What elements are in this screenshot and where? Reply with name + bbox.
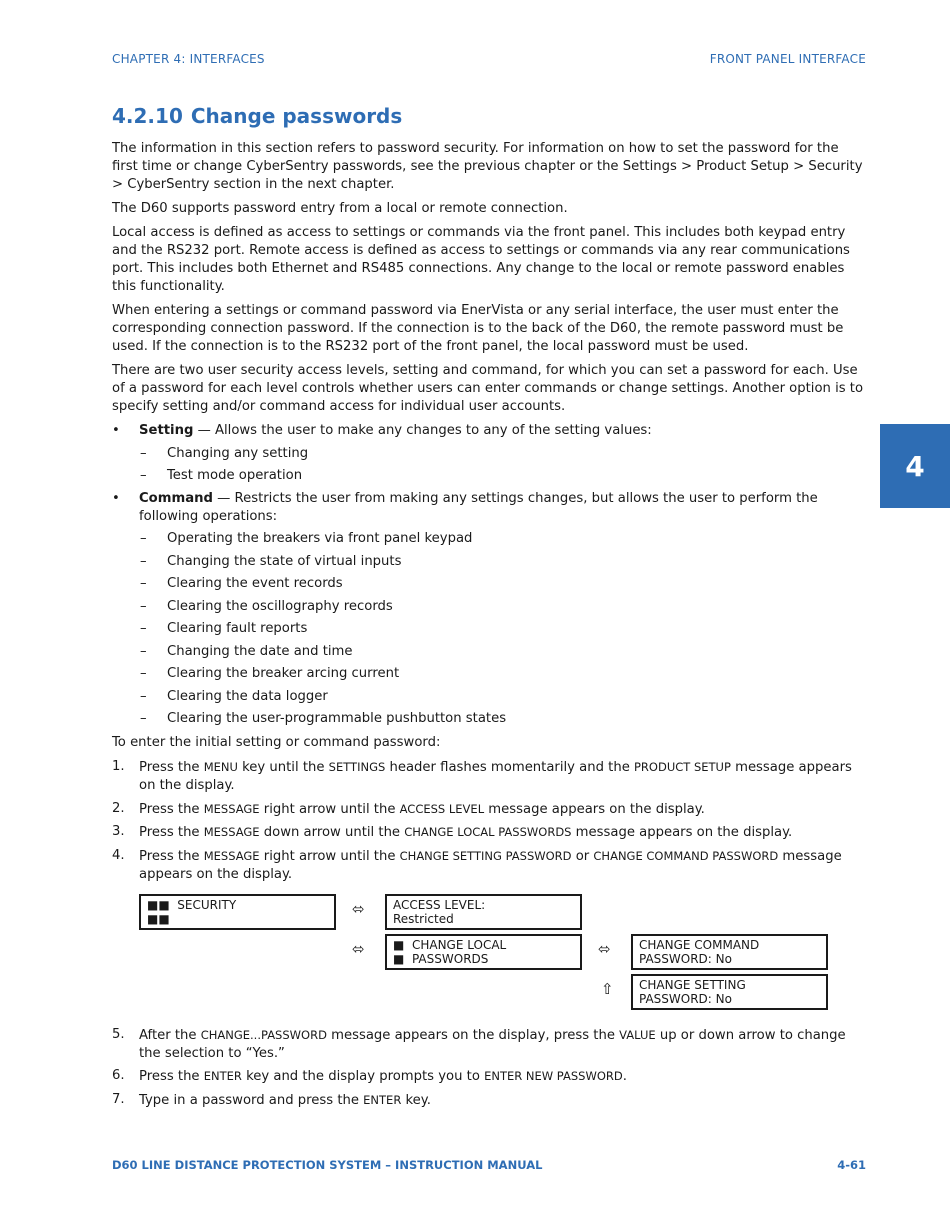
- dash-marker: –: [140, 666, 147, 681]
- display-box-security: [139, 894, 336, 930]
- step-number: 5.: [112, 1026, 125, 1042]
- list-item: [112, 553, 868, 571]
- step-number: 3.: [112, 824, 125, 839]
- list-item-text: Changing the date and time: [167, 643, 353, 659]
- key-name: PRODUCT SETUP: [634, 760, 731, 774]
- display-line: PASSWORD: No: [639, 951, 732, 966]
- list-item: [112, 467, 868, 485]
- bullet-text: — Allows the user to make any changes to any of the setting values:: [193, 423, 652, 438]
- list-item-text: Clearing the breaker arcing current: [167, 666, 400, 681]
- paragraph-access: Local access is defined as access to settings or commands via the front panel. This includes both keypad entry and the RS232 port. Remote access is defined as access to settings or commands via any rear communications port. This includes both Ethernet and RS485 connections. Any change to the local or remote password enables this functionality.: [112, 225, 850, 294]
- step-text: message appears on the display.: [139, 760, 852, 793]
- list-item-text: Clearing fault reports: [167, 621, 308, 636]
- bullet-term: Command: [139, 490, 213, 506]
- list-item: [112, 598, 868, 616]
- left-right-arrow-icon: ⬄: [352, 899, 365, 918]
- step-number: 6.: [112, 1068, 125, 1083]
- display-line: CHANGE SETTING: [639, 977, 746, 992]
- bullet-marker: •: [112, 490, 120, 506]
- list-item: [112, 620, 868, 638]
- step-text: key.: [401, 1092, 431, 1108]
- step-text: .: [622, 1069, 627, 1084]
- key-name: ENTER: [203, 1069, 242, 1083]
- running-header-chapter: CHAPTER 4: INTERFACES: [112, 52, 265, 66]
- key-name: MESSAGE: [203, 825, 260, 839]
- step-7: [112, 1091, 868, 1110]
- dash-marker: –: [140, 621, 147, 636]
- bullet-text: — Restricts the user from making any settings changes, but allows the user to perform the following operations:: [139, 490, 818, 524]
- step-number: 2.: [112, 800, 125, 816]
- step-text: Type in a password and press the: [139, 1092, 364, 1108]
- key-name: MESSAGE: [203, 848, 260, 863]
- key-name: CHANGE SETTING PASSWORD: [399, 848, 572, 863]
- step-text: or: [571, 848, 594, 864]
- step-1: [112, 758, 868, 795]
- step-text: Press the: [139, 1069, 204, 1084]
- step-text: header flashes momentarily and the: [385, 760, 634, 775]
- list-item: [112, 665, 868, 683]
- list-item: [112, 575, 868, 593]
- menu-navigation-diagram: [112, 894, 868, 1020]
- bullet-term: Setting: [139, 423, 194, 438]
- display-line: ACCESS LEVEL:: [393, 897, 486, 912]
- dash-marker: –: [140, 531, 147, 546]
- dash-marker: –: [140, 553, 147, 569]
- key-name: ENTER NEW PASSWORD: [484, 1069, 623, 1083]
- step-text: down arrow until the: [259, 825, 405, 840]
- step-text: Press the: [139, 801, 204, 817]
- key-name: VALUE: [619, 1027, 656, 1042]
- key-name: CHANGE...PASSWORD: [200, 1027, 327, 1042]
- step-3: [112, 823, 868, 842]
- list-item: [112, 445, 868, 463]
- list-item-text: Changing any setting: [167, 445, 309, 461]
- display-line: ■ PASSWORDS: [393, 951, 489, 966]
- step-text: message appears on the display.: [139, 848, 842, 882]
- bullet-marker: •: [112, 423, 120, 438]
- key-name: SETTINGS: [328, 760, 386, 774]
- display-line: PASSWORD: No: [639, 991, 732, 1006]
- steps-intro: To enter the initial setting or command password:: [112, 735, 441, 750]
- paragraph-enervista: When entering a settings or command password via EnerVista or any serial interface, the user must enter the corresponding connection password. If the connection is to the back of the D60, the remote password must be used. If the connection is to the RS232 port of the front panel, the local password must be used.: [112, 303, 844, 354]
- paragraph-intro: The information in this section refers to password security. For information on how to set the password for the first time or change CyberSentry passwords, see the previous chapter or the Settings > Product Setup > Security > CyberSentry section in the next chapter.: [112, 141, 863, 192]
- step-text: key until the: [237, 760, 329, 775]
- display-box-change-local-passwords: [385, 934, 582, 970]
- bullet-setting: [112, 422, 868, 440]
- footer-manual-title: D60 LINE DISTANCE PROTECTION SYSTEM – INSTRUCTION MANUAL: [112, 1158, 543, 1172]
- display-line: ■■: [147, 911, 170, 926]
- list-item-text: Clearing the oscillography records: [167, 598, 393, 614]
- step-text: Press the: [139, 825, 204, 840]
- dash-marker: –: [140, 468, 147, 483]
- display-box-change-setting-password: [631, 974, 828, 1010]
- display-line: Restricted: [393, 911, 454, 926]
- step-2: [112, 800, 868, 819]
- step-text: After the: [139, 1027, 201, 1043]
- section-number: 4.2.10: [112, 104, 183, 128]
- display-line: CHANGE COMMAND: [639, 937, 760, 952]
- step-text: key and the display prompts you to: [241, 1069, 485, 1084]
- dash-marker: –: [140, 576, 147, 591]
- body-content: [112, 140, 868, 1114]
- paragraph-levels: There are two user security access levels, setting and command, for which you can set a password for each. Use of a password for each level controls whether users can enter commands or change settings. Another option is to specify setting and/or command access for individual user accounts.: [112, 363, 864, 414]
- step-number: 4.: [112, 847, 125, 863]
- dash-marker: –: [140, 711, 147, 726]
- list-item: [112, 710, 868, 728]
- section-title: [112, 104, 402, 128]
- list-item-text: Clearing the event records: [167, 576, 343, 591]
- key-name: CHANGE LOCAL PASSWORDS: [404, 825, 572, 839]
- key-name: CHANGE COMMAND PASSWORD: [593, 848, 779, 863]
- bullet-command: [112, 490, 868, 526]
- step-text: message appears on the display, press the: [326, 1027, 620, 1043]
- step-text: message appears on the display.: [571, 825, 793, 840]
- step-number: 1.: [112, 759, 125, 774]
- list-item-text: Changing the state of virtual inputs: [167, 553, 402, 569]
- list-item-text: Clearing the data logger: [167, 688, 328, 704]
- display-box-access-level: [385, 894, 582, 930]
- section-title-text: Change passwords: [190, 104, 403, 128]
- display-box-change-command-password: [631, 934, 828, 970]
- key-name: ACCESS LEVEL: [399, 801, 485, 816]
- step-text: Press the: [139, 760, 204, 775]
- list-item: [112, 688, 868, 706]
- footer-page-number: 4-61: [837, 1158, 866, 1172]
- running-header-section: FRONT PANEL INTERFACE: [709, 52, 866, 66]
- display-line: ■ CHANGE LOCAL: [393, 937, 507, 952]
- step-text: right arrow until the: [259, 801, 400, 817]
- step-5: [112, 1026, 868, 1063]
- up-arrow-icon: ⇧: [601, 979, 614, 998]
- step-text: up or down arrow to change the selection to “Yes.”: [139, 1027, 846, 1061]
- list-item-text: Operating the breakers via front panel keypad: [167, 531, 473, 546]
- key-name: ENTER: [363, 1092, 402, 1107]
- key-name: MESSAGE: [203, 801, 260, 816]
- key-name: MENU: [203, 760, 238, 774]
- step-text: message appears on the display.: [484, 801, 705, 817]
- step-6: [112, 1067, 868, 1086]
- dash-marker: –: [140, 643, 147, 659]
- dash-marker: –: [140, 688, 147, 704]
- list-item-text: Test mode operation: [167, 468, 303, 483]
- step-number: 7.: [112, 1091, 125, 1107]
- left-right-arrow-icon: ⬄: [352, 939, 365, 958]
- dash-marker: –: [140, 445, 147, 461]
- list-item: [112, 643, 868, 661]
- dash-marker: –: [140, 598, 147, 614]
- step-4: [112, 847, 868, 884]
- left-right-arrow-icon: ⬄: [598, 939, 611, 958]
- step-text: right arrow until the: [259, 848, 400, 864]
- display-line: ■■ SECURITY: [147, 897, 237, 912]
- paragraph-connection: The D60 supports password entry from a local or remote connection.: [112, 201, 568, 216]
- list-item-text: Clearing the user-programmable pushbutton states: [167, 711, 507, 726]
- list-item: [112, 530, 868, 548]
- chapter-tab: 4: [880, 424, 950, 508]
- step-text: Press the: [139, 848, 204, 864]
